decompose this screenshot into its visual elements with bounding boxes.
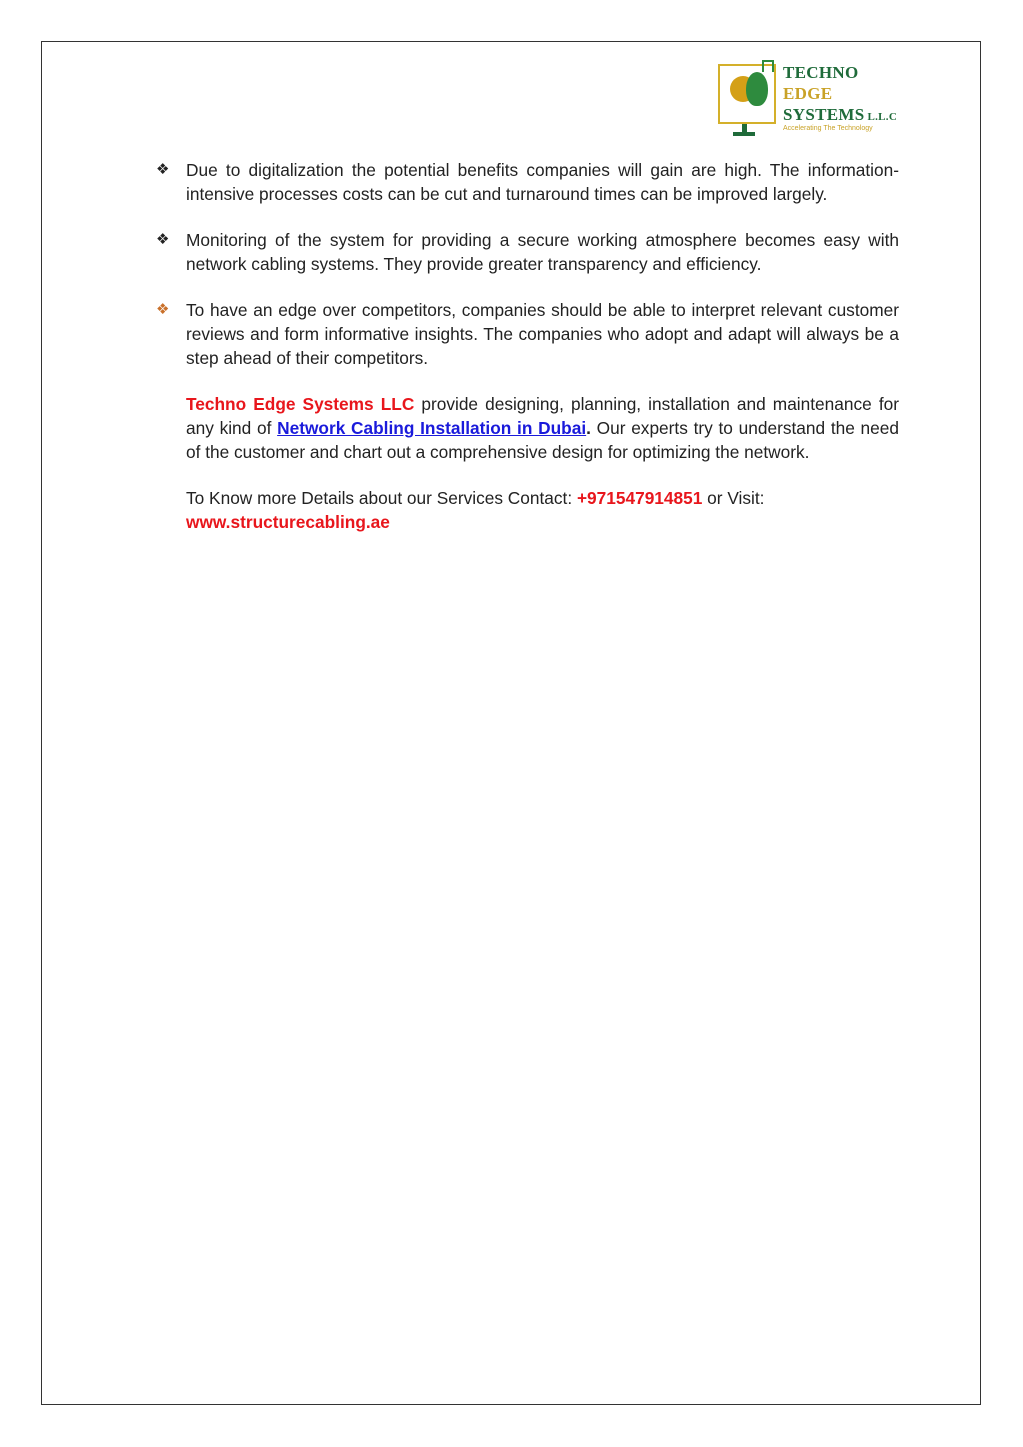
about-text-after-link: Our experts try to understand the need of the customer and chart out a comprehensive design for optimizing the network.: [186, 418, 900, 462]
logo-wordmark: [783, 62, 897, 128]
contact-phone: +971547914851: [576, 488, 703, 508]
bullet-text: To have an edge over competitors, companies should be able to interpret relevant customer reviews and form informative insights. The companies who adopt and adapt will always be a step ahead of their competitors.: [186, 300, 899, 368]
logo-line-techno: TECHNO: [783, 63, 859, 82]
logo-corner-icon: [762, 60, 774, 72]
about-text-before-link: provide designing, planning, installation and maintenance for any kind of: [186, 394, 899, 438]
contact-middle: or Visit:: [702, 488, 765, 508]
logo-tagline: Accelerating The Technology: [783, 125, 873, 132]
logo-tree-green-icon: [746, 72, 768, 106]
contact-website[interactable]: www.structurecabling.ae: [186, 512, 390, 532]
network-cabling-link[interactable]: Network Cabling Installation in Dubai: [277, 418, 587, 438]
link-period: .: [586, 418, 591, 438]
bullet-item-3: [156, 298, 899, 370]
company-logo: [716, 58, 896, 138]
about-paragraph: [186, 392, 899, 464]
bullet-item-1: [156, 158, 899, 206]
contact-paragraph: [186, 486, 899, 534]
bullet-text: Due to digitalization the potential benefits companies will gain are high. The information-intensive processes costs can be cut and turnaround times can be improved largely.: [186, 160, 899, 204]
logo-systems-word: SYSTEMS: [783, 105, 865, 124]
contact-lead: To Know more Details about our Services Contact:: [186, 488, 577, 508]
logo-line-edge: EDGE: [783, 84, 833, 103]
bullet-text: Monitoring of the system for providing a secure working atmosphere becomes easy with network cabling systems. They provide greater transparency and efficiency.: [186, 230, 899, 274]
company-name: Techno Edge Systems LLC: [186, 394, 415, 414]
document-body: [156, 158, 900, 556]
logo-llc-suffix: L.L.C: [867, 111, 898, 123]
diamond-bullet-icon: ❖: [156, 161, 170, 178]
logo-base-icon: [733, 132, 755, 136]
bullet-item-2: [156, 228, 899, 276]
diamond-bullet-icon: ❖: [156, 231, 170, 248]
diamond-bullet-icon: ❖: [156, 301, 170, 318]
